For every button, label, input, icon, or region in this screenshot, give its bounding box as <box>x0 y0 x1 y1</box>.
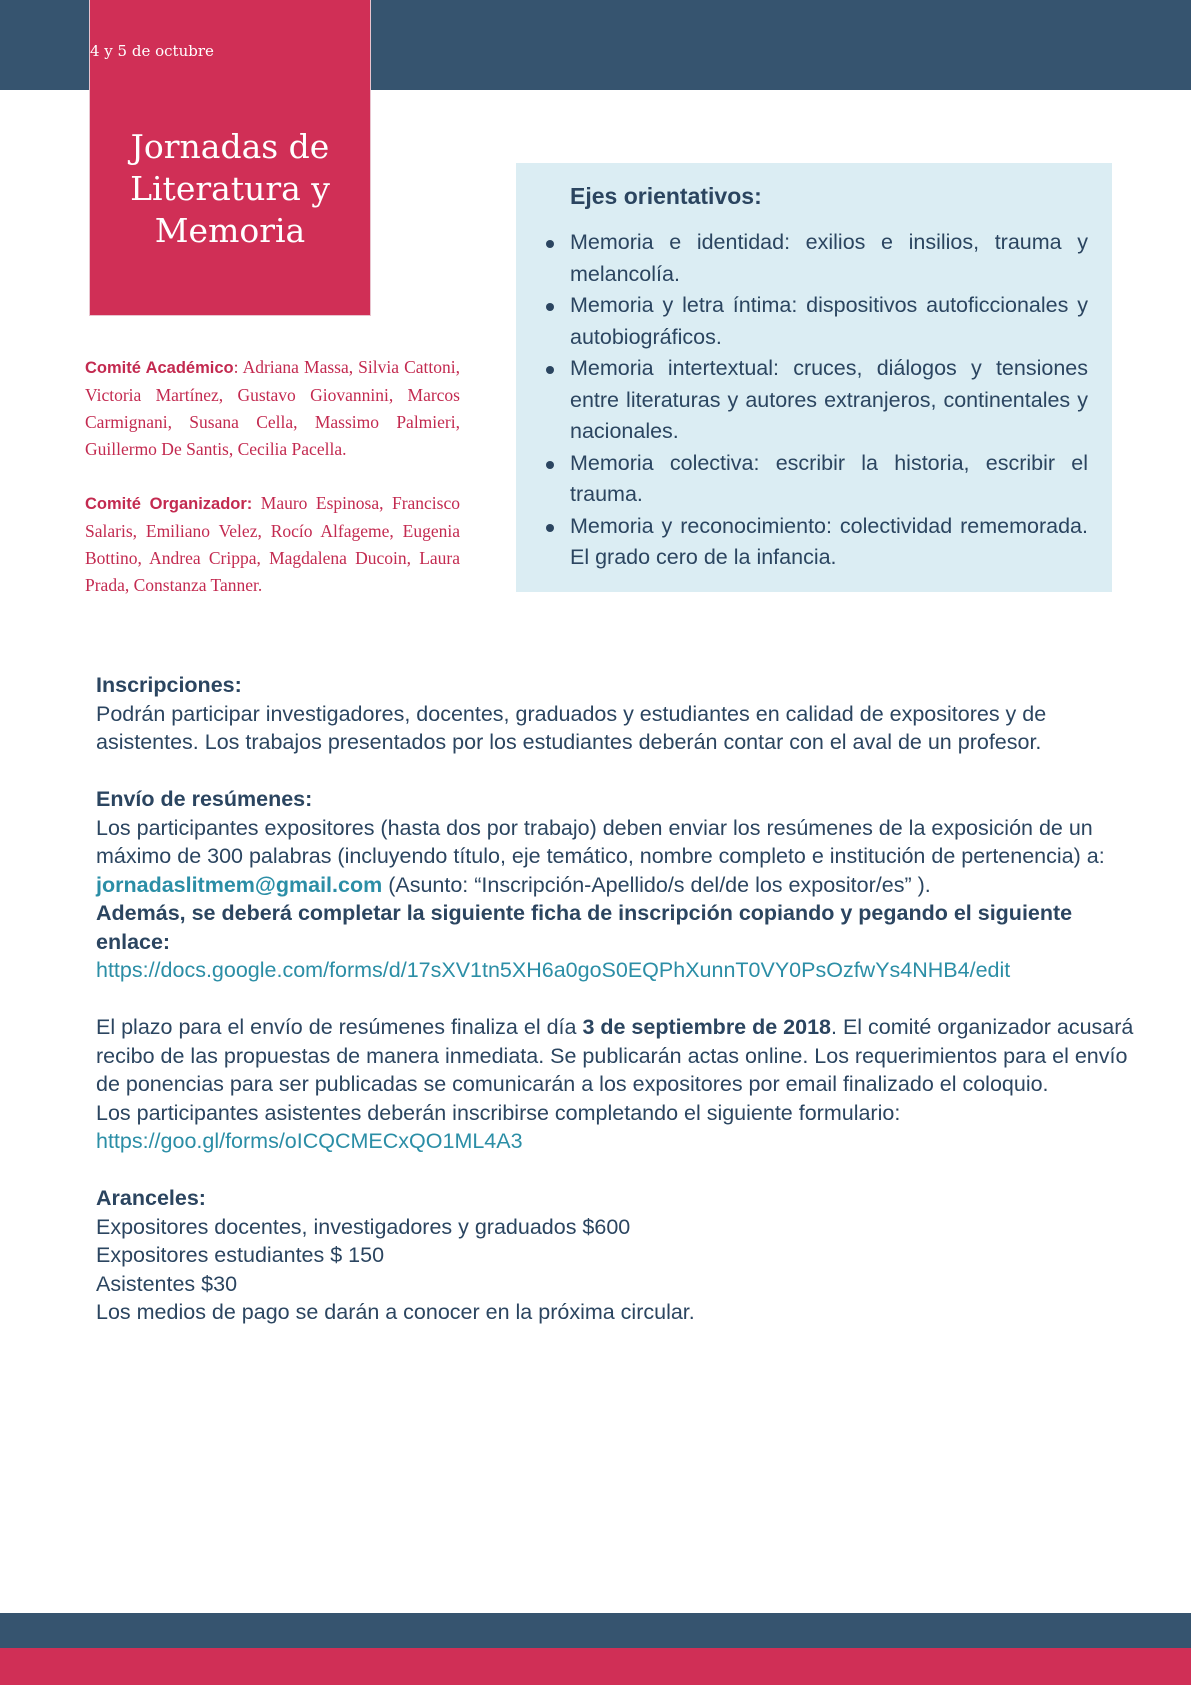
axis-item: Memoria colectiva: escribir la historia, escribir el trauma. <box>570 448 1088 511</box>
title-line: Literatura y <box>130 169 330 208</box>
axis-item: Memoria e identidad: exilios e insilios, trauma y melancolía. <box>570 227 1088 290</box>
plazo-paragraph <box>96 1013 1136 1099</box>
fee-line: Expositores estudiantes $ 150 <box>96 1243 385 1267</box>
aranceles-heading: Aranceles: <box>96 1186 206 1210</box>
form-note: Además, se deberá completar la siguiente ficha de inscripción copiando y pegando el siguiente enlace: <box>96 901 1073 954</box>
envio-body-subject: (Asunto: “Inscripción-Apellido/s del/de los expositor/es” ). <box>382 872 931 897</box>
assistants-form-link[interactable]: https://goo.gl/forms/oICQCMECxQO1ML4A3 <box>96 1129 523 1153</box>
deadline-date: 3 de septiembre de 2018 <box>582 1015 832 1039</box>
axis-item: Memoria y reconocimiento: colectividad rememorada. El grado cero de la infancia. <box>570 511 1088 574</box>
fee-line: Expositores docentes, investigadores y graduados $600 <box>96 1214 631 1239</box>
inscripciones-heading: Inscripciones: <box>96 673 242 697</box>
organizing-committee <box>85 490 460 599</box>
payment-note: Los medios de pago se darán a conocer en la próxima circular. <box>96 1300 695 1324</box>
inscripciones-body: Podrán participar investigadores, docentes, graduados y estudiantes en calidad de expositores y de asistentes. Los trabajos presentados por los estudiantes deberán contar con el aval de un profesor. <box>96 701 1047 754</box>
committees-section <box>85 354 460 626</box>
axes-list <box>570 227 1088 574</box>
title-line: Memoria <box>154 211 306 250</box>
plazo-text: El plazo para el envío de resúmenes finaliza el día <box>96 1015 583 1039</box>
main-content <box>96 671 1136 1327</box>
envio-body <box>96 814 1136 900</box>
envio-heading: Envío de resúmenes: <box>96 787 313 811</box>
academic-committee-label: Comité Académico <box>85 359 234 377</box>
registration-form-link[interactable]: https://docs.google.com/forms/d/17sXV1tn5XH6a0goS0EQPhXunnT0VY0PsOzfwYs4NHB4/edit <box>96 958 1011 982</box>
assistants-note: Los participantes asistentes deberán inscribirse completando el siguiente formulario: <box>96 1100 901 1125</box>
academic-committee-members: : Adriana Massa, Silvia Cattoni, Victoria Martínez, Gustavo Giovannini, Marcos Carmignani, Susana Cella, Massimo Palmieri, Guillermo De Santis, Cecilia Pacella. <box>85 357 460 459</box>
axis-item: Memoria y letra íntima: dispositivos autoficcionales y autobiográficos. <box>570 290 1088 353</box>
organizing-committee-members: Mauro Espinosa, Francisco Salaris, Emiliano Velez, Rocío Alfageme, Eugenia Bottino, Andrea Crippa, Magdalena Ducoin, Laura Prada, Constanza Tanner. <box>85 493 460 595</box>
contact-email-link[interactable]: jornadaslitmem@gmail.com <box>96 872 383 897</box>
footer-band-blue <box>0 1613 1191 1648</box>
event-date: 4 y 5 de octubre <box>90 42 214 60</box>
axes-box <box>516 163 1112 592</box>
title-line: Jornadas de <box>130 127 330 166</box>
organizing-committee-label: Comité Organizador: <box>85 495 253 513</box>
envio-body-text: Los participantes expositores (hasta dos por trabajo) deben enviar los resúmenes de la exposición de un máximo de 300 palabras (incluyendo título, eje temático, nombre completo e institución de pertenencia) a: <box>96 815 1105 868</box>
fee-line: Asistentes $30 <box>96 1271 238 1296</box>
academic-committee <box>85 354 460 463</box>
axis-item: Memoria intertextual: cruces, diálogos y tensiones entre literaturas y autores extranjeros, continentales y nacionales. <box>570 353 1088 448</box>
plazo-text-rest: . El comité organizador acusará recibo de las propuestas de manera inmediata. Se publicarán actas online. Los requerimientos para el envío de ponencias para ser publicadas se comunicarán a los expositores por email finalizado el coloquio. <box>96 1015 1134 1096</box>
axes-title: Ejes orientativos: <box>570 183 762 209</box>
footer-band-red <box>0 1648 1191 1685</box>
title-box <box>90 0 370 315</box>
event-title <box>90 126 370 252</box>
